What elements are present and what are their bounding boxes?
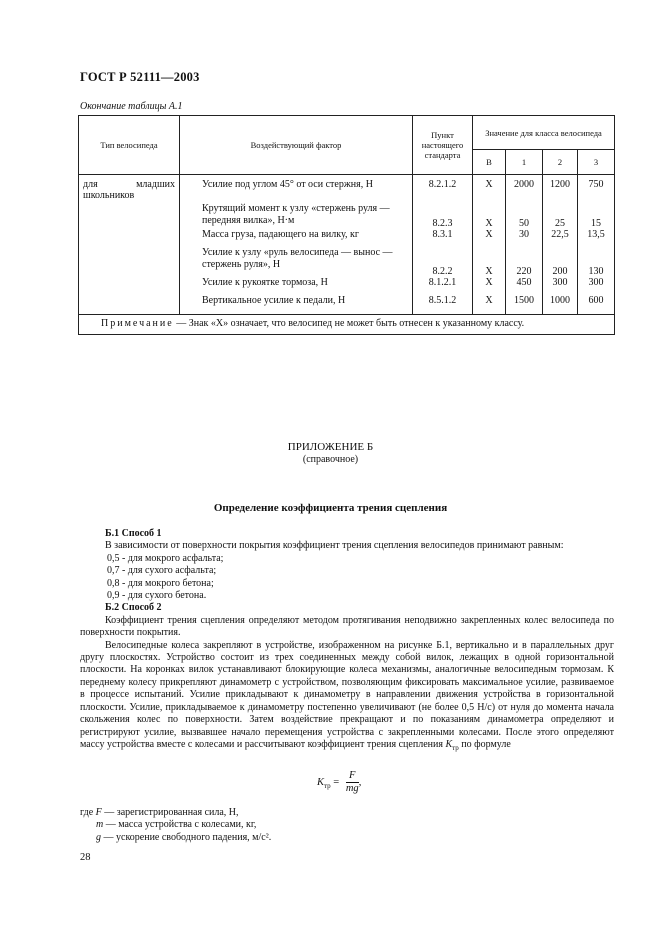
value-cell: 22,5 <box>543 229 578 247</box>
note-text: — Знак «Х» означает, что велосипед не может быть отнесен к указанному классу. <box>176 318 525 329</box>
value-cell: Х <box>473 175 506 204</box>
value-cell: 1000 <box>543 295 578 315</box>
value-cell: 600 <box>578 295 615 315</box>
table-caption: Окончание таблицы А.1 <box>80 101 183 112</box>
appendix-title: ПРИЛОЖЕНИЕ Б <box>287 441 374 453</box>
clause-cell: 8.2.2 <box>413 247 473 277</box>
value-cell: 1500 <box>506 295 543 315</box>
table-note-row <box>79 315 615 335</box>
col-header-class: 2 <box>543 150 578 175</box>
table-note <box>79 315 615 335</box>
value-cell: 30 <box>506 229 543 247</box>
list-item: 0,9 - для сухого бетона. <box>107 590 207 602</box>
page-number: 28 <box>80 852 91 863</box>
factor-cell: Вертикальное усилие к педали, Н <box>180 295 413 315</box>
factor-cell: Усилие под углом 45° от оси стержня, Н <box>180 175 413 204</box>
value-cell: 750 <box>578 175 615 204</box>
symbol-k: K <box>445 738 453 750</box>
factor-cell: Усилие к узлу «руль велосипеда — вынос — стержень руля», Н <box>180 247 413 277</box>
col-header-class: В <box>473 150 506 175</box>
note-label: Примечание <box>101 318 174 329</box>
method-2-heading: Б.2 Способ 2 <box>105 602 162 614</box>
section-title: Определение коэффициента трения сцепления <box>213 502 448 514</box>
legend-line: g — ускорение свободного падения, м/с². <box>96 831 272 843</box>
clause-cell: 8.3.1 <box>413 229 473 247</box>
factor-cell: Крутящий момент к узлу «стержень руля — передняя вилка», Н·м <box>180 203 413 229</box>
list-item: 0,7 - для сухого асфальта; <box>107 565 217 577</box>
col-header-class-value: Значение для класса велосипеда <box>473 116 615 150</box>
value-cell: 130 <box>578 247 615 277</box>
value-cell: 300 <box>578 277 615 295</box>
col-header-class: 1 <box>506 150 543 175</box>
clause-cell: 8.1.2.1 <box>413 277 473 295</box>
value-cell: Х <box>473 247 506 277</box>
col-header-class: 3 <box>578 150 615 175</box>
value-cell: 25 <box>543 203 578 229</box>
col-header-clause: Пункт настоящего стандарта <box>413 116 473 175</box>
value-cell: 1200 <box>543 175 578 204</box>
table-row <box>79 175 615 204</box>
variables-legend <box>80 807 614 844</box>
clause-cell: 8.2.3 <box>413 203 473 229</box>
bike-type-cell: для младших школьников <box>79 175 180 315</box>
value-cell: Х <box>473 295 506 315</box>
value-cell: 13,5 <box>578 229 615 247</box>
method-1-intro: В зависимости от поверхности покрытия коэффициент трения сцепления велосипедов принимают равным: <box>105 540 564 552</box>
value-cell: 200 <box>543 247 578 277</box>
legend-line: m — масса устройства с колесами, кг, <box>96 819 257 831</box>
factor-cell: Усилие к рукоятке тормоза, Н <box>180 277 413 295</box>
value-cell: 450 <box>506 277 543 295</box>
method-2-paragraph-2: Велосипедные колеса закрепляют в устройстве, изображенном на рисунке Б.1, вертикально и в параллельных друг другу плоскостях. Устройство состоит из трех соединенных между собой вилок, лежащих в одной горизонтальной плоскости. На коронках вилок устанавливают блокирующие колеса механизмы, аналогичные велосипедным тормозам. К переднему колесу прикрепляют динамометр с устройством, позволяющим фиксировать максимальное усилие, развиваемое в процессе испытаний. Усилие прикладывают к динамометру в направлении движения устройства в горизонтальной плоскости. Усилие, прикладываемое к динамометру постепенно увеличивают (не более 0,5 Н/с) от нуля до момента начала скольжения колес по поверхности. Затем воздействие прекращают и по показаниям динамометра определяют и регистрируют усилие, вызвавшее начало перемещения устройства с закрепленными колесами. После этого определяют массу устройства вместе с колесами и рассчитывают коэффициент трения сцепления $K_{тр}$ по формуле <box>80 639 614 752</box>
requirements-table <box>78 115 615 335</box>
standard-header: ГОСТ Р 52111—2003 <box>80 70 200 84</box>
method-2-paragraph-1: Коэффициент трения сцепления определяют методом протягивания неподвижно закрепленных колес велосипеда по поверхности покрытия. <box>80 614 614 639</box>
list-item: 0,5 - для мокрого асфальта; <box>107 552 224 564</box>
clause-cell: 8.2.1.2 <box>413 175 473 204</box>
method-1-heading: Б.1 Способ 1 <box>105 528 162 539</box>
legend-line: где F — зарегистрированная сила, Н, <box>80 807 239 818</box>
col-header-type: Тип велосипеда <box>79 116 180 175</box>
formula-fraction: $\frac{F}{mg}$ <box>345 770 359 794</box>
factor-cell: Масса груза, падающего на вилку, кг <box>180 229 413 247</box>
value-cell: Х <box>473 203 506 229</box>
list-item: 0,8 - для мокрого бетона; <box>107 577 214 589</box>
value-cell: Х <box>473 277 506 295</box>
value-cell: 50 <box>506 203 543 229</box>
value-cell: 2000 <box>506 175 543 204</box>
col-header-factor: Воздействующий фактор <box>180 116 413 175</box>
value-cell: 300 <box>543 277 578 295</box>
method-1-section <box>80 528 614 754</box>
value-cell: 15 <box>578 203 615 229</box>
clause-cell: 8.5.1.2 <box>413 295 473 315</box>
value-cell: Х <box>473 229 506 247</box>
value-cell: 220 <box>506 247 543 277</box>
friction-formula: $K_{тр}$ = $\frac{F}{mg}$ , <box>317 770 362 794</box>
appendix-subtitle: (справочное) <box>302 454 359 465</box>
